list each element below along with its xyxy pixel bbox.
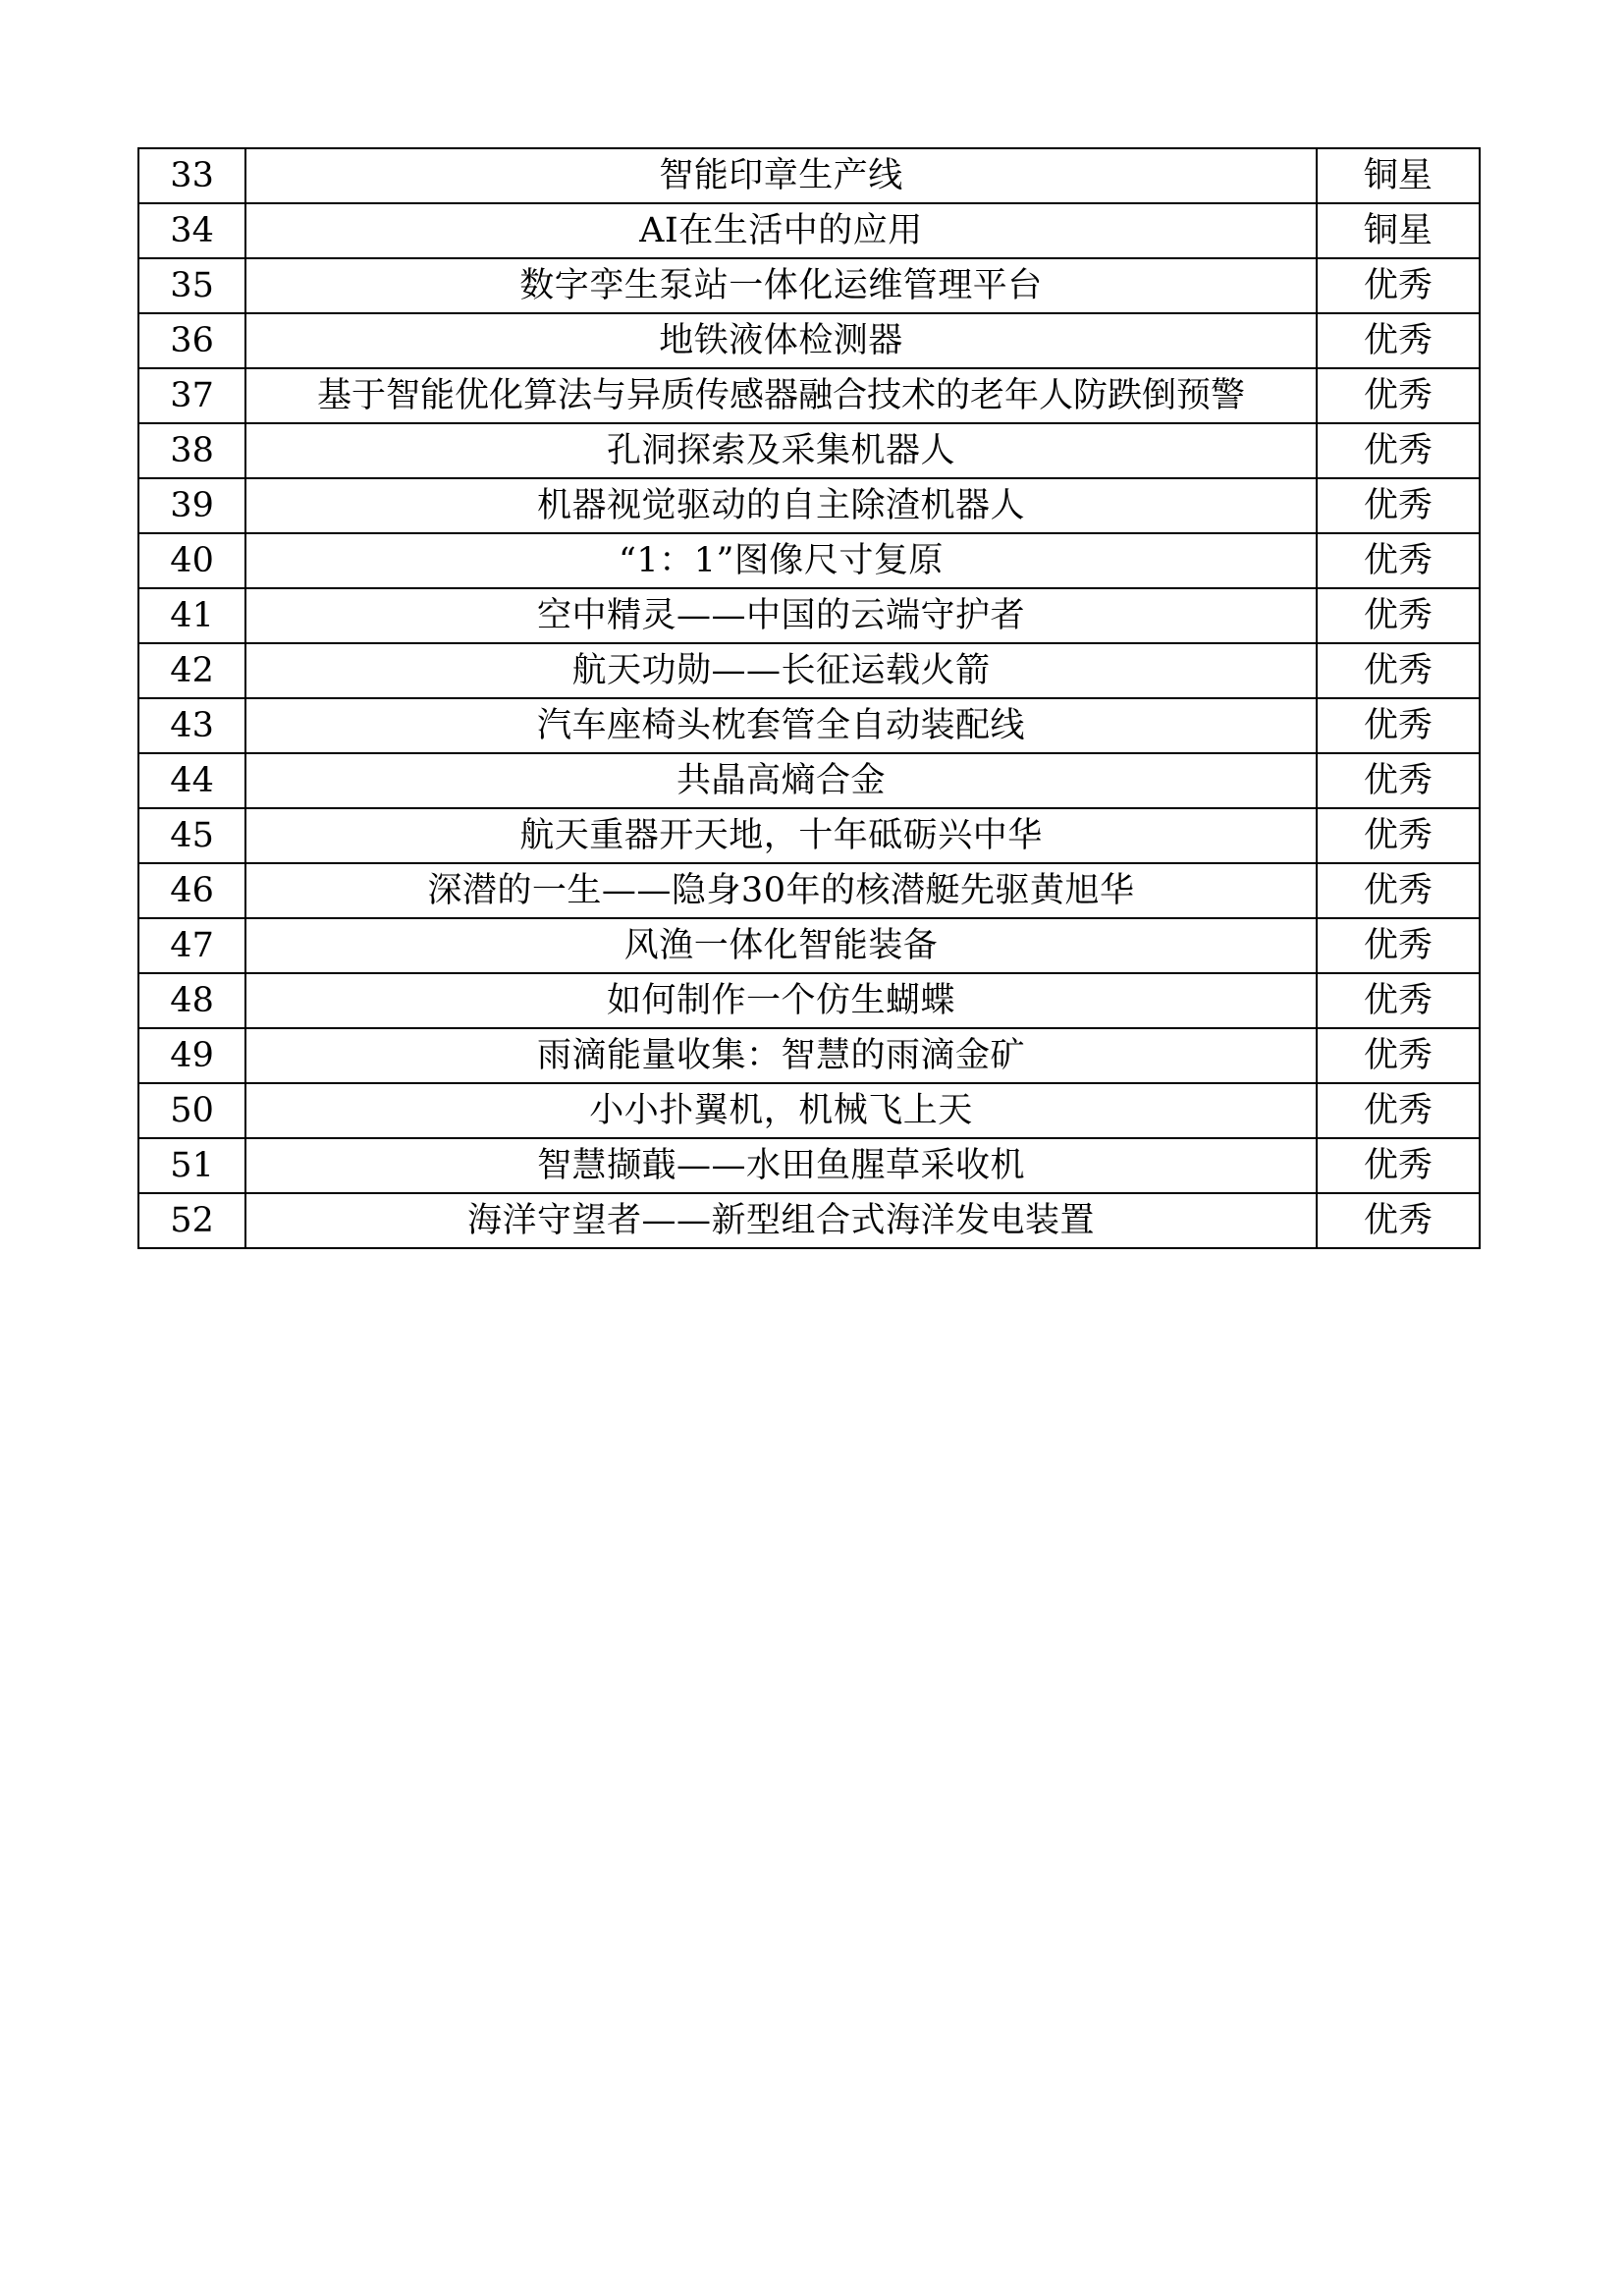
row-number-cell: 36: [138, 313, 245, 368]
award-level-cell: 优秀: [1317, 478, 1480, 533]
table-row: [138, 423, 1480, 478]
row-number-cell: 40: [138, 533, 245, 588]
award-level-cell: 优秀: [1317, 863, 1480, 918]
table-row: [138, 478, 1480, 533]
award-level-cell: 优秀: [1317, 423, 1480, 478]
project-title-cell: 孔洞探索及采集机器人: [245, 423, 1317, 478]
project-title-cell: 空中精灵——中国的云端守护者: [245, 588, 1317, 643]
row-number-cell: 52: [138, 1193, 245, 1248]
award-level-cell: 优秀: [1317, 973, 1480, 1028]
table-row: [138, 918, 1480, 973]
row-number-cell: 34: [138, 203, 245, 258]
award-level-cell: 优秀: [1317, 258, 1480, 313]
award-level-cell: 优秀: [1317, 753, 1480, 808]
award-level-cell: 铜星: [1317, 203, 1480, 258]
award-level-cell: 优秀: [1317, 1193, 1480, 1248]
table-row: [138, 1083, 1480, 1138]
table-row: [138, 1193, 1480, 1248]
row-number-cell: 48: [138, 973, 245, 1028]
award-level-cell: 优秀: [1317, 1083, 1480, 1138]
project-title-cell: 智能印章生产线: [245, 148, 1317, 203]
award-level-cell: 铜星: [1317, 148, 1480, 203]
project-title-cell: 雨滴能量收集：智慧的雨滴金矿: [245, 1028, 1317, 1083]
project-title-cell: 智慧撷蕺——水田鱼腥草采收机: [245, 1138, 1317, 1193]
row-number-cell: 35: [138, 258, 245, 313]
project-title-cell: 航天重器开天地，十年砥砺兴中华: [245, 808, 1317, 863]
row-number-cell: 37: [138, 368, 245, 423]
project-title-cell: 航天功勋——长征运载火箭: [245, 643, 1317, 698]
project-title-cell: 海洋守望者——新型组合式海洋发电装置: [245, 1193, 1317, 1248]
table-row: [138, 1138, 1480, 1193]
table-row: [138, 533, 1480, 588]
project-title-cell: 风渔一体化智能装备: [245, 918, 1317, 973]
project-title-cell: 机器视觉驱动的自主除渣机器人: [245, 478, 1317, 533]
table-row: [138, 588, 1480, 643]
table-row: [138, 203, 1480, 258]
project-title-cell: 深潜的一生——隐身30年的核潜艇先驱黄旭华: [245, 863, 1317, 918]
table-row: [138, 973, 1480, 1028]
row-number-cell: 50: [138, 1083, 245, 1138]
table-row: [138, 643, 1480, 698]
project-title-cell: 地铁液体检测器: [245, 313, 1317, 368]
row-number-cell: 43: [138, 698, 245, 753]
project-title-cell: 数字孪生泵站一体化运维管理平台: [245, 258, 1317, 313]
row-number-cell: 51: [138, 1138, 245, 1193]
table-row: [138, 368, 1480, 423]
award-level-cell: 优秀: [1317, 643, 1480, 698]
row-number-cell: 47: [138, 918, 245, 973]
award-level-cell: 优秀: [1317, 808, 1480, 863]
table-row: [138, 148, 1480, 203]
award-level-cell: 优秀: [1317, 313, 1480, 368]
table-row: [138, 753, 1480, 808]
row-number-cell: 38: [138, 423, 245, 478]
row-number-cell: 49: [138, 1028, 245, 1083]
row-number-cell: 45: [138, 808, 245, 863]
award-level-cell: 优秀: [1317, 698, 1480, 753]
award-level-cell: 优秀: [1317, 1028, 1480, 1083]
table-row: [138, 258, 1480, 313]
project-title-cell: AI在生活中的应用: [245, 203, 1317, 258]
project-title-cell: 共晶高熵合金: [245, 753, 1317, 808]
table-row: [138, 808, 1480, 863]
table-row: [138, 698, 1480, 753]
project-title-cell: 如何制作一个仿生蝴蝶: [245, 973, 1317, 1028]
award-level-cell: 优秀: [1317, 368, 1480, 423]
row-number-cell: 46: [138, 863, 245, 918]
project-title-cell: 汽车座椅头枕套管全自动装配线: [245, 698, 1317, 753]
table-row: [138, 313, 1480, 368]
table-row: [138, 1028, 1480, 1083]
table-row: [138, 863, 1480, 918]
award-level-cell: 优秀: [1317, 533, 1480, 588]
project-title-cell: 基于智能优化算法与异质传感器融合技术的老年人防跌倒预警: [245, 368, 1317, 423]
award-results-table: [137, 147, 1481, 1249]
award-level-cell: 优秀: [1317, 588, 1480, 643]
row-number-cell: 41: [138, 588, 245, 643]
project-title-cell: 小小扑翼机，机械飞上天: [245, 1083, 1317, 1138]
award-level-cell: 优秀: [1317, 1138, 1480, 1193]
row-number-cell: 33: [138, 148, 245, 203]
project-title-cell: “1：1”图像尺寸复原: [245, 533, 1317, 588]
row-number-cell: 44: [138, 753, 245, 808]
row-number-cell: 42: [138, 643, 245, 698]
table-body: [138, 148, 1480, 1248]
row-number-cell: 39: [138, 478, 245, 533]
award-level-cell: 优秀: [1317, 918, 1480, 973]
